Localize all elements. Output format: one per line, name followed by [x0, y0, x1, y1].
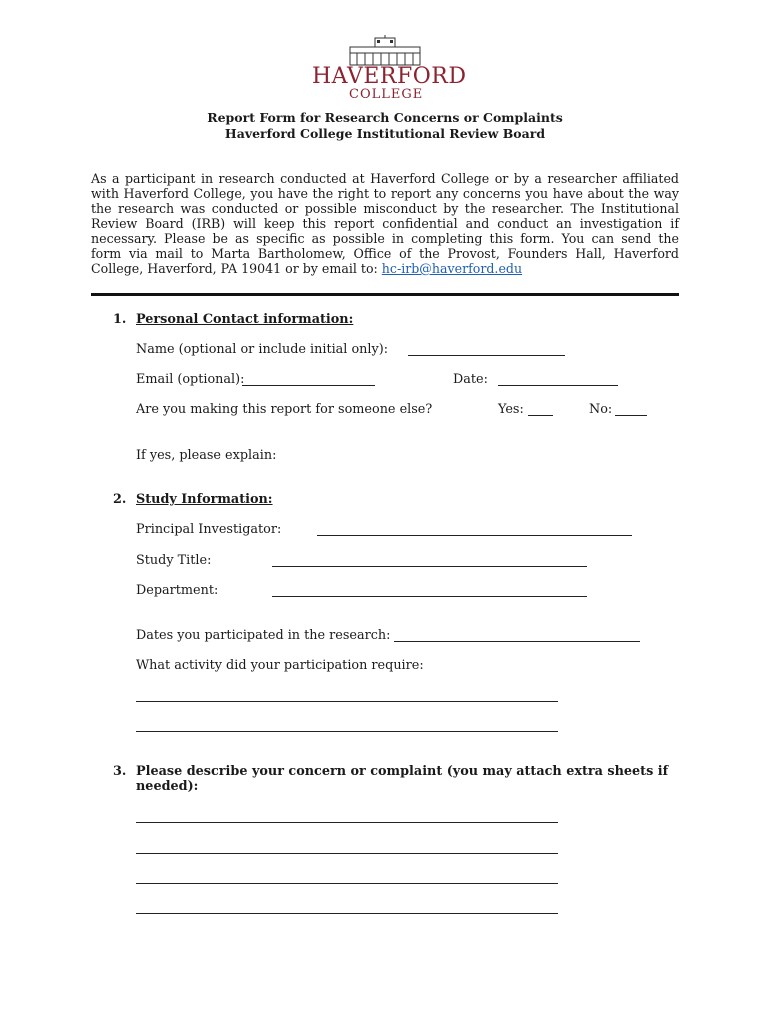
section-number: 2.: [113, 492, 127, 507]
concern-field-line[interactable]: [136, 822, 558, 823]
form-title: Report Form for Research Concerns or Complaints: [207, 110, 563, 125]
intro-paragraph: [91, 171, 679, 276]
concern-prompt: Please describe your concern or complaint (you may attach extra sheets if: [136, 764, 669, 779]
no-field[interactable]: [615, 415, 647, 416]
date-field[interactable]: [498, 385, 618, 386]
intro-line: Review Board (IRB) will keep this report confidential and conduct an investigation if: [91, 216, 679, 231]
intro-line: form via mail to Marta Bartholomew, Office of the Provost, Founders Hall, Haverford: [91, 246, 679, 261]
section-heading: Study Information:: [136, 492, 273, 507]
logo-wordmark: HAVERFORD: [312, 64, 467, 89]
email-label: Email (optional):: [136, 372, 245, 387]
concern-field-line[interactable]: [136, 913, 558, 914]
concern-prompt-cont: needed):: [136, 779, 199, 794]
no-label: No:: [589, 402, 613, 417]
intro-line: As a participant in research conducted at Haverford College or by a researcher affiliated: [91, 171, 679, 186]
intro-line: the research was conducted or possible misconduct by the researcher. The Institutional: [91, 201, 679, 216]
name-field[interactable]: [408, 355, 565, 356]
date-label: Date:: [453, 372, 488, 387]
dates-label: Dates you participated in the research:: [136, 628, 391, 643]
section-number: 1.: [113, 312, 127, 327]
concern-field-line[interactable]: [136, 883, 558, 884]
intro-line: with Haverford College, you have the right to report any concerns you have about the way: [91, 186, 679, 201]
study-title-field[interactable]: [272, 566, 587, 567]
explain-label: If yes, please explain:: [136, 448, 277, 463]
section-heading: Personal Contact information:: [136, 312, 354, 327]
intro-line: necessary. Please be as specific as possible in completing this form. You can send the: [91, 231, 679, 246]
activity-field-line[interactable]: [136, 731, 558, 732]
form-subtitle: Haverford College Institutional Review Board: [224, 126, 546, 141]
email-link[interactable]: hc-irb@haverford.edu: [381, 261, 523, 276]
intro-line-text: College, Haverford, PA 19041 or by email to:: [91, 261, 382, 276]
section-number: 3.: [113, 764, 127, 779]
department-field[interactable]: [272, 596, 587, 597]
intro-line-last: [91, 261, 679, 276]
pi-field[interactable]: [317, 535, 632, 536]
name-label: Name (optional or include initial only):: [136, 342, 389, 357]
logo-subtitle: COLLEGE: [349, 87, 424, 102]
section-divider: [91, 293, 679, 296]
yes-field[interactable]: [528, 415, 553, 416]
activity-label: What activity did your participation require:: [136, 658, 424, 673]
department-label: Department:: [136, 583, 219, 598]
building-icon: [305, 35, 465, 67]
dates-field[interactable]: [394, 641, 640, 642]
activity-field-line[interactable]: [136, 701, 558, 702]
email-field[interactable]: [242, 385, 375, 386]
pi-label: Principal Investigator:: [136, 522, 282, 537]
concern-field-line[interactable]: [136, 853, 558, 854]
someone-else-label: Are you making this report for someone else?: [136, 402, 433, 417]
study-title-label: Study Title:: [136, 553, 212, 568]
yes-label: Yes:: [498, 402, 524, 417]
